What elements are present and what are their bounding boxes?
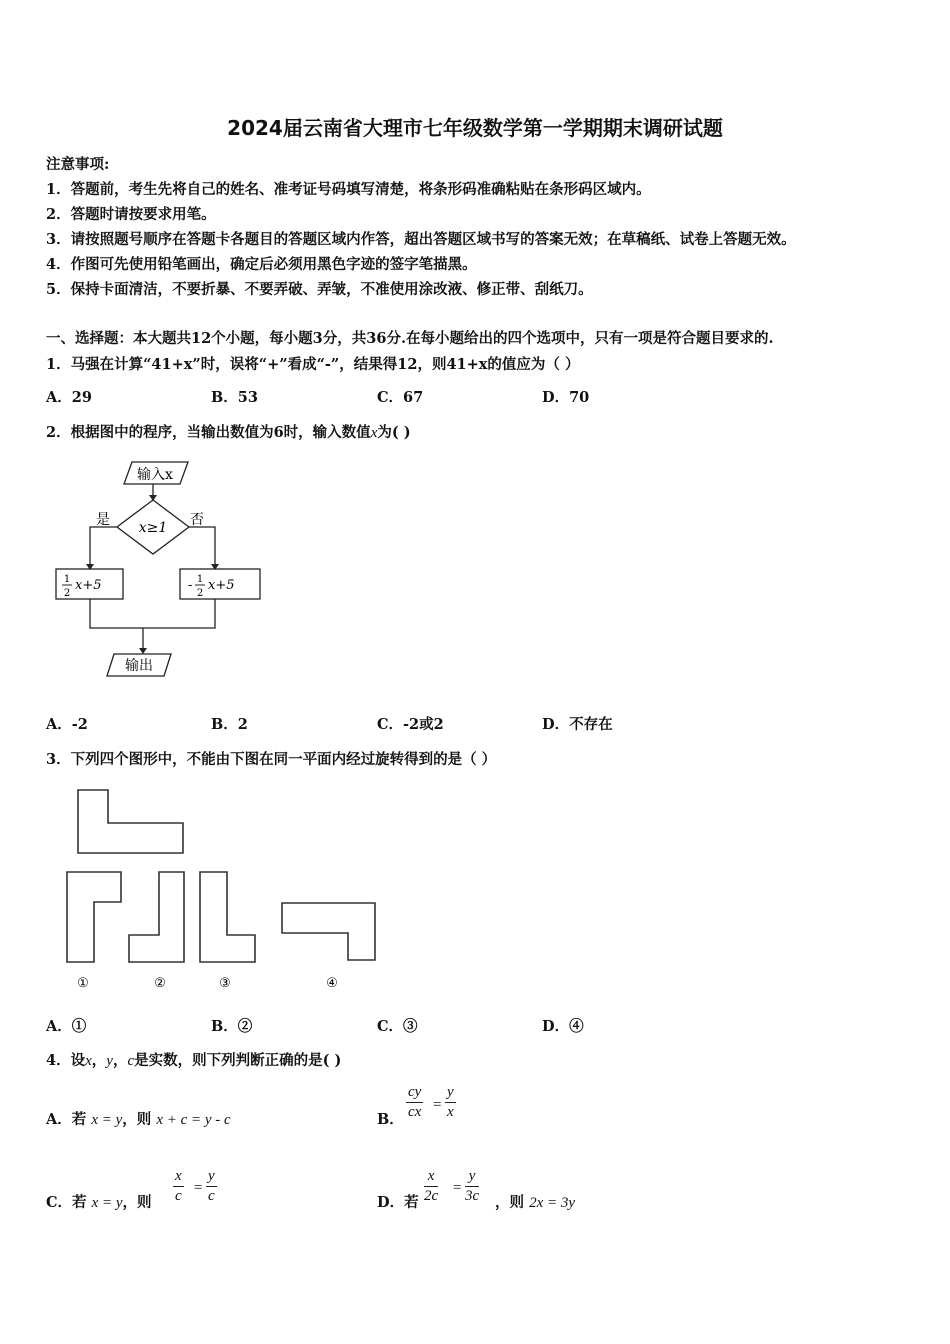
flowchart [40,452,280,692]
q4-d-then-part [495,1191,575,1212]
q4-d-num-1: x [424,1168,438,1187]
q4-sep-1: ， [91,1052,107,1069]
shape-4 [282,903,375,960]
q2-option-b: B．2 [211,716,248,733]
flow-condition-label: x≥1 [138,520,168,536]
reference-shape [78,790,183,853]
q4-b-frac-2 [445,1084,456,1121]
page-title: 2024届云南省大理市七年级数学第一学期期末调研试题 [227,116,723,140]
shape-3-label: ③ [219,976,231,991]
q4-option-d-label: D．若 [377,1194,419,1211]
flow-right-frac-den: 2 [196,588,204,599]
q4-d-frac-2 [465,1168,479,1205]
q4-a-result: x + c = y - c [156,1112,231,1128]
q4-var-c: c [127,1053,135,1069]
shape-1 [67,872,121,962]
q4-c-num-2: y [206,1168,217,1187]
q4-b-den-1: cx [408,1104,422,1120]
q3-stem: 3．下列四个图形中，不能由下图在同一平面内经过旋转得到的是（ ） [46,751,497,768]
q4-stem-a: 4．设 [46,1052,86,1069]
q2-stem-var: x [370,425,378,441]
flow-output-label: 输出 [125,658,153,674]
q4-c-condition: x = y [91,1195,123,1211]
q4-d-frac-1 [424,1168,438,1205]
flow-yes-label: 是 [96,512,110,528]
q4-c-label: C．若 [46,1194,87,1211]
flow-right-expr: x+5 [208,578,235,593]
q2-option-c: C．-2或2 [377,716,444,733]
q4-d-num-2: y [465,1168,479,1187]
q4-stem-b: 是实数，则下列判断正确的是( ) [134,1052,342,1069]
q1-option-d: D．70 [542,389,590,406]
q2-stem-b: 为( ) [377,424,411,441]
section-heading: 一、选择题：本大题共12个小题，每小题3分，共36分.在每小题给出的四个选项中，只有一项是符合题目要求的. [46,330,774,347]
q2-stem [46,421,411,442]
q4-c-frac-2 [206,1168,217,1205]
shape-4-label: ④ [326,976,338,991]
q4-var-x: x [85,1053,92,1069]
flow-no-label: 否 [190,512,204,528]
shape-3 [200,872,255,962]
q4-d-result: 2x = 3y [529,1195,575,1211]
flow-input-label: 输入x [137,467,173,483]
notice-item-2: 2．答题时请按要求用笔。 [46,206,216,223]
q4-c-frac-1 [173,1168,184,1205]
q4-option-c [46,1191,152,1212]
flow-right-sign: - [188,578,193,593]
flow-right-frac-num: 1 [196,574,204,585]
q4-b-num-2: y [445,1084,456,1103]
q4-sep-2: ， [112,1052,128,1069]
q1-option-c: C．67 [377,389,424,406]
q1-option-b: B．53 [211,389,258,406]
q4-d-equals: = [452,1180,463,1196]
q4-b-num-1: cy [406,1084,423,1103]
q4-c-den-2: c [208,1188,215,1204]
notice-item-1: 1．答题前，考生先将自己的姓名、准考证号码填写清楚，将条形码准确粘贴在条形码区域内。 [46,181,651,198]
q3-option-c: C．③ [377,1018,418,1035]
flow-left-frac-den: 2 [63,588,71,599]
q4-d-then: ，则 [495,1194,524,1211]
q4-c-den-1: c [175,1188,182,1204]
flow-left-frac-num: 1 [63,574,71,585]
q4-a-condition: x = y [91,1112,123,1128]
q4-c-num-1: x [173,1168,184,1187]
notice-heading: 注意事项: [46,156,110,173]
shape-1-label: ① [77,976,89,991]
q4-b-equals: = [432,1097,443,1113]
q4-d-den-1: 2c [424,1188,439,1204]
shape-2-label: ② [154,976,166,991]
q3-option-d: D．④ [542,1018,584,1035]
q1-option-a: A．29 [46,389,92,406]
flow-left-expr: x+5 [75,578,102,593]
notice-item-3: 3．请按照题号顺序在答题卡各题目的答题区域内作答，超出答题区域书写的答案无效；在草稿纸、试卷上答题无效。 [46,231,796,248]
q2-stem-a: 2．根据图中的程序，当输出数值为6时，输入数值 [46,424,371,441]
q4-c-then: ，则 [122,1194,152,1211]
q3-option-b: B．② [211,1018,253,1035]
q4-a-then: ，则 [122,1111,152,1128]
q1-stem: 1．马强在计算“41+x”时，误将“+”看成“-”，结果得12，则41+x的值应为（ ） [46,356,580,373]
q4-a-label: A．若 [46,1111,87,1128]
notice-item-5: 5．保持卡面清洁，不要折暴、不要弄破、弄皱，不准使用涂改液、修正带、刮纸刀。 [46,281,593,298]
q2-option-d: D．不存在 [542,716,613,733]
q4-b-frac-1 [406,1084,423,1121]
rotation-figures [40,780,400,1000]
q3-option-a: A．① [46,1018,87,1035]
q4-b-den-2: x [447,1104,454,1120]
q4-stem [46,1049,341,1070]
q4-option-b-label: B． [377,1111,404,1128]
q4-option-a [46,1108,231,1129]
notice-item-4: 4．作图可先使用铅笔画出，确定后必须用黑色字迹的签字笔描黑。 [46,256,477,273]
q2-option-a: A．-2 [46,716,88,733]
shape-2 [129,872,184,962]
q4-d-den-2: 3c [465,1188,480,1204]
q4-c-equals: = [193,1180,204,1196]
q4-var-y: y [106,1053,113,1069]
